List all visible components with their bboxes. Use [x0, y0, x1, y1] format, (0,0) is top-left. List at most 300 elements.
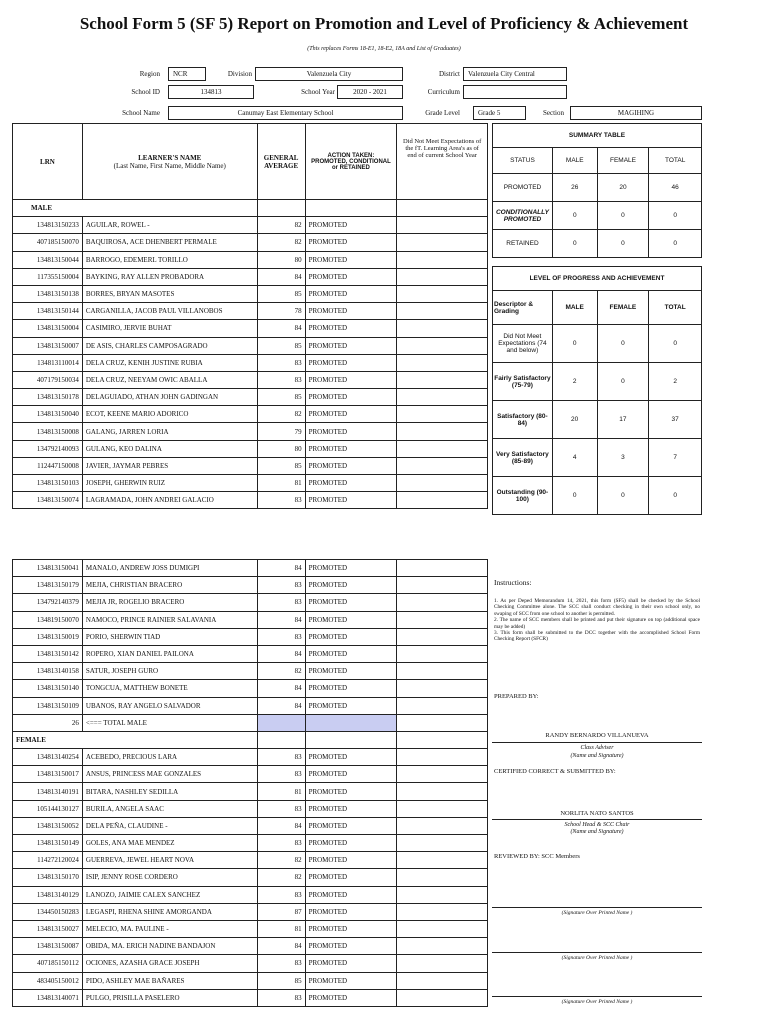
not-met-cell[interactable]: [397, 817, 488, 834]
not-met-cell[interactable]: [397, 972, 488, 989]
general-average-cell: 84: [257, 680, 305, 697]
section-label: Section: [543, 109, 564, 117]
table-row: [13, 955, 488, 972]
not-met-cell[interactable]: [397, 423, 488, 440]
instruction-item: 3. This form shall be submitted to the DCC together with the accomplished School Form Checking Report (SFCR): [494, 630, 700, 643]
summary-total-cell: 0: [649, 230, 702, 258]
action-taken-cell: PROMOTED: [305, 645, 397, 662]
table-row: [13, 835, 488, 852]
learner-name-cell: MELECIO, MA. PAULINE -: [82, 920, 257, 937]
lrn-cell: 134813150170: [13, 869, 83, 886]
lrn-cell: 134813150008: [13, 423, 83, 440]
scc-signature-label-1: (Signature Over Printed Name ): [561, 910, 633, 916]
general-average-cell: 85: [257, 337, 305, 354]
total-male-action: [305, 714, 397, 731]
action-taken-cell: PROMOTED: [305, 371, 397, 388]
learner-name-cell: ROPERO, XIAN DANIEL PAILONA: [82, 645, 257, 662]
action-taken-cell: PROMOTED: [305, 320, 397, 337]
progress-row: [493, 363, 702, 401]
lrn-cell: 134813150074: [13, 492, 83, 509]
lrn-cell: 134813150004: [13, 320, 83, 337]
table-row: [13, 423, 488, 440]
summary-status-cell: CONDITIONALLY PROMOTED: [493, 202, 553, 230]
progress-descriptor-cell: Outstanding (90-100): [493, 477, 553, 515]
learner-name-cell: JOSEPH, GHERWIN RUIZ: [82, 475, 257, 492]
learner-name-cell: OBIDA, MA. ERICH NADINE BANDAJON: [82, 938, 257, 955]
lrn-cell: 134792140093: [13, 440, 83, 457]
total-male-row: [13, 714, 488, 731]
certified-label: CERTIFIED CORRECT & SUBMITTED BY:: [494, 768, 616, 775]
not-met-cell[interactable]: [397, 440, 488, 457]
general-average-cell: 83: [257, 492, 305, 509]
school-id-field[interactable]: 134813: [168, 85, 254, 99]
general-average-cell: 87: [257, 903, 305, 920]
table-row: [13, 938, 488, 955]
male-group-label: MALE: [13, 200, 258, 217]
action-taken-cell: PROMOTED: [305, 783, 397, 800]
summary-head-total: TOTAL: [649, 148, 702, 174]
general-average-cell: 81: [257, 920, 305, 937]
lrn-cell: 134813140191: [13, 783, 83, 800]
table-row: [13, 457, 488, 474]
curriculum-field[interactable]: [463, 85, 567, 99]
lrn-cell: 134813150019: [13, 628, 83, 645]
learner-name-cell: TONGCUA, MATTHEW BONETE: [82, 680, 257, 697]
action-taken-cell: PROMOTED: [305, 972, 397, 989]
general-average-cell: 81: [257, 783, 305, 800]
lrn-cell: 134813150140: [13, 680, 83, 697]
adviser-sub: (Name and Signature): [570, 753, 624, 759]
action-taken-cell: PROMOTED: [305, 440, 397, 457]
not-met-cell[interactable]: [397, 389, 488, 406]
not-met-cell[interactable]: [397, 268, 488, 285]
school-name-field[interactable]: Canumay East Elementary School: [168, 106, 403, 120]
summary-title: SUMMARY TABLE: [493, 124, 702, 148]
lrn-cell: 134792140379: [13, 594, 83, 611]
section-field[interactable]: MAGIHING: [570, 106, 702, 120]
general-average-cell: 83: [257, 886, 305, 903]
learner-name-cell: GUERREVA, JEWEL HEART NOVA: [82, 852, 257, 869]
region-label: Region: [139, 70, 160, 78]
not-met-cell[interactable]: [397, 938, 488, 955]
table-row: [13, 475, 488, 492]
lrn-cell: 134813150138: [13, 285, 83, 302]
summary-status-cell: PROMOTED: [493, 174, 553, 202]
table-row: [13, 354, 488, 371]
table-row: [13, 903, 488, 920]
action-taken-cell: PROMOTED: [305, 406, 397, 423]
general-average-cell: 83: [257, 766, 305, 783]
action-taken-cell: PROMOTED: [305, 817, 397, 834]
division-field[interactable]: Valenzuela City: [255, 67, 403, 81]
table-row: [13, 371, 488, 388]
grade-level-field[interactable]: Grade 5: [473, 106, 526, 120]
not-met-cell[interactable]: [397, 560, 488, 577]
learner-name-cell: BURILA, ANGELA SAAC: [82, 800, 257, 817]
table-row: [13, 989, 488, 1006]
not-met-cell[interactable]: [397, 611, 488, 628]
region-field[interactable]: NCR: [168, 67, 206, 81]
action-taken-cell: PROMOTED: [305, 749, 397, 766]
scc-signature-line-3: [492, 996, 702, 997]
curriculum-label: Curriculum: [427, 88, 460, 96]
learner-name-cell: LANOZO, JAIMIE CALEX SANCHEZ: [82, 886, 257, 903]
progress-head-male: MALE: [552, 291, 597, 325]
not-met-cell[interactable]: [397, 697, 488, 714]
table-row: [13, 628, 488, 645]
not-met-cell[interactable]: [397, 628, 488, 645]
general-average-cell: 83: [257, 594, 305, 611]
not-met-cell[interactable]: [397, 869, 488, 886]
table-row: [13, 680, 488, 697]
progress-row: [493, 325, 702, 363]
general-average-cell: 82: [257, 663, 305, 680]
general-average-cell: 84: [257, 645, 305, 662]
learner-name-cell: CARGANILLA, JACOB PAUL VILLANOBOS: [82, 303, 257, 320]
action-taken-cell: PROMOTED: [305, 577, 397, 594]
division-label: Division: [227, 70, 252, 78]
not-met-cell[interactable]: [397, 663, 488, 680]
table-row: [13, 920, 488, 937]
scc-signature-label-2: (Signature Over Printed Name ): [561, 955, 633, 961]
general-average-cell: 83: [257, 354, 305, 371]
female-group-row: [13, 731, 488, 748]
action-taken-cell: PROMOTED: [305, 697, 397, 714]
table-row: [13, 577, 488, 594]
action-taken-cell: PROMOTED: [305, 234, 397, 251]
progress-title: LEVEL OF PROGRESS AND ACHIEVEMENT: [493, 267, 702, 291]
table-row: [13, 766, 488, 783]
general-average-cell: 84: [257, 817, 305, 834]
progress-male-cell: 4: [552, 439, 597, 477]
lrn-cell: 134813140071: [13, 989, 83, 1006]
action-taken-cell: PROMOTED: [305, 989, 397, 1006]
not-met-cell[interactable]: [397, 594, 488, 611]
general-average-cell: 84: [257, 697, 305, 714]
grade-level-label: Grade Level: [425, 109, 460, 117]
general-average-cell: 82: [257, 852, 305, 869]
lrn-cell: 134450150283: [13, 903, 83, 920]
progress-total-cell: 7: [649, 439, 702, 477]
col-learner-name: [82, 124, 257, 200]
col-learner-name-text: LEARNER'S NAME: [138, 153, 202, 162]
empty-cell: [397, 731, 488, 748]
learner-name-cell: PIDO, ASHLEY MAE BAÑARES: [82, 972, 257, 989]
not-met-cell[interactable]: [397, 492, 488, 509]
progress-descriptor-cell: Did Not Meet Expectations (74 and below): [493, 325, 553, 363]
not-met-cell[interactable]: [397, 285, 488, 302]
action-taken-cell: PROMOTED: [305, 423, 397, 440]
learner-name-cell: NAMOCO, PRINCE RAINIER SALAVANIA: [82, 611, 257, 628]
not-met-cell[interactable]: [397, 835, 488, 852]
not-met-cell[interactable]: [397, 783, 488, 800]
action-taken-cell: PROMOTED: [305, 354, 397, 371]
action-taken-cell: PROMOTED: [305, 337, 397, 354]
action-taken-cell: PROMOTED: [305, 903, 397, 920]
head-sub: (Name and Signature): [570, 829, 624, 835]
learner-name-cell: SATUR, JOSEPH GURO: [82, 663, 257, 680]
action-taken-cell: PROMOTED: [305, 303, 397, 320]
not-met-cell[interactable]: [397, 354, 488, 371]
table-row: [13, 406, 488, 423]
not-met-cell[interactable]: [397, 903, 488, 920]
not-met-cell[interactable]: [397, 217, 488, 234]
action-taken-cell: PROMOTED: [305, 268, 397, 285]
not-met-cell[interactable]: [397, 303, 488, 320]
table-row: [13, 440, 488, 457]
action-taken-cell: PROMOTED: [305, 217, 397, 234]
table-row: [13, 268, 488, 285]
general-average-cell: 81: [257, 475, 305, 492]
lrn-cell: 134813150044: [13, 251, 83, 268]
not-met-cell[interactable]: [397, 920, 488, 937]
progress-head-total: TOTAL: [649, 291, 702, 325]
learner-name-cell: AGUILAR, ROWEL -: [82, 217, 257, 234]
col-action-taken: ACTION TAKEN: PROMOTED, CONDITIONAL or RETAINED: [305, 124, 397, 200]
action-taken-cell: PROMOTED: [305, 938, 397, 955]
action-taken-cell: PROMOTED: [305, 800, 397, 817]
general-average-cell: 82: [257, 234, 305, 251]
not-met-cell[interactable]: [397, 886, 488, 903]
progress-total-cell: 2: [649, 363, 702, 401]
action-taken-cell: PROMOTED: [305, 628, 397, 645]
table-row: [13, 285, 488, 302]
table-row: [13, 886, 488, 903]
instruction-item: 2. The name of SCC members shall be printed and put their signature on top (additional space may be added): [494, 617, 700, 630]
action-taken-cell: PROMOTED: [305, 389, 397, 406]
summary-table: [492, 123, 702, 258]
empty-cell: [257, 731, 305, 748]
learner-name-cell: DELAGUIADO, ATHAN JOHN GADINGAN: [82, 389, 257, 406]
learner-name-cell: GULANG, KEO DALINA: [82, 440, 257, 457]
lrn-cell: 134813150052: [13, 817, 83, 834]
general-average-cell: 85: [257, 457, 305, 474]
progress-total-cell: 0: [649, 325, 702, 363]
learner-name-cell: CASIMIRO, JERVIE BUHAT: [82, 320, 257, 337]
progress-total-cell: 0: [649, 477, 702, 515]
action-taken-cell: PROMOTED: [305, 611, 397, 628]
table-row: [13, 389, 488, 406]
general-average-cell: 83: [257, 628, 305, 645]
action-taken-cell: PROMOTED: [305, 766, 397, 783]
not-met-cell[interactable]: [397, 371, 488, 388]
lrn-cell: 407185150070: [13, 234, 83, 251]
school-year-field[interactable]: 2020 - 2021: [337, 85, 403, 99]
not-met-cell[interactable]: [397, 749, 488, 766]
learner-name-cell: ISIP, JENNY ROSE CORDERO: [82, 869, 257, 886]
learner-name-cell: UBANOS, RAY ANGELO SALVADOR: [82, 697, 257, 714]
summary-row: [493, 230, 702, 258]
summary-head-male: MALE: [552, 148, 597, 174]
general-average-cell: 85: [257, 972, 305, 989]
col-lrn: LRN: [13, 124, 83, 200]
not-met-cell[interactable]: [397, 251, 488, 268]
lrn-cell: 134813110014: [13, 354, 83, 371]
not-met-cell[interactable]: [397, 852, 488, 869]
scc-signature-label-3: (Signature Over Printed Name ): [561, 999, 633, 1005]
general-average-cell: 84: [257, 938, 305, 955]
prepared-by-label: PREPARED BY:: [494, 693, 539, 700]
table-row: [13, 303, 488, 320]
learner-name-cell: GALANG, JARREN LORIA: [82, 423, 257, 440]
adviser-signature-line: [492, 742, 702, 743]
summary-male-cell: 0: [552, 202, 597, 230]
not-met-cell[interactable]: [397, 475, 488, 492]
adviser-role: Class Adviser: [580, 745, 614, 751]
lrn-cell: 112447150008: [13, 457, 83, 474]
general-average-cell: 83: [257, 955, 305, 972]
lrn-cell: 105144130127: [13, 800, 83, 817]
lrn-cell: 134813150149: [13, 835, 83, 852]
district-field[interactable]: Valenzuela City Central: [463, 67, 567, 81]
action-taken-cell: PROMOTED: [305, 457, 397, 474]
table-row: [13, 697, 488, 714]
summary-head-status: STATUS: [493, 148, 553, 174]
learner-name-cell: DELA CRUZ, NEEYAM OWIC ABALLA: [82, 371, 257, 388]
table-row: [13, 337, 488, 354]
scc-signature-line-2: [492, 952, 702, 953]
summary-female-cell: 0: [597, 230, 649, 258]
general-average-cell: 85: [257, 389, 305, 406]
instruction-item: 1. As per Deped Memorandum 14, 2021, this form (SF5) shall be checked by the School Checking Committee alone. The SCC shall conduct checking in their own school only, no swaping of SCC from one school to another is permitted.: [494, 598, 700, 617]
not-met-cell[interactable]: [397, 406, 488, 423]
general-average-cell: 82: [257, 406, 305, 423]
learner-name-cell: DELA PEÑA, CLAUDINE -: [82, 817, 257, 834]
form-subtitle: (This replaces Forms 18-E1, 18-E2, 18A and List of Graduates): [307, 46, 461, 52]
lrn-cell: 407179150034: [13, 371, 83, 388]
learner-name-cell: MEJIA, CHRISTIAN BRACERO: [82, 577, 257, 594]
not-met-cell[interactable]: [397, 680, 488, 697]
not-met-cell[interactable]: [397, 989, 488, 1006]
summary-head-female: FEMALE: [597, 148, 649, 174]
reviewed-label: REVIEWED BY: SCC Members: [494, 853, 580, 860]
lrn-cell: 134813150087: [13, 938, 83, 955]
action-taken-cell: PROMOTED: [305, 955, 397, 972]
lrn-cell: 134813150178: [13, 389, 83, 406]
lrn-cell: 134813150027: [13, 920, 83, 937]
instructions-heading: Instructions:: [494, 578, 532, 587]
not-met-cell[interactable]: [397, 337, 488, 354]
table-row: [13, 611, 488, 628]
learner-name-cell: DE ASIS, CHARLES CAMPOSAGRADO: [82, 337, 257, 354]
not-met-cell[interactable]: [397, 766, 488, 783]
general-average-cell: 83: [257, 371, 305, 388]
not-met-cell[interactable]: [397, 800, 488, 817]
table-row: [13, 972, 488, 989]
not-met-cell[interactable]: [397, 320, 488, 337]
adviser-name: RANDY BERNARDO VILLANUEVA: [545, 732, 649, 739]
school-id-label: School ID: [131, 88, 160, 96]
learner-name-cell: BORRES, BRYAN MASOTES: [82, 285, 257, 302]
total-male-notmet: [397, 714, 488, 731]
lrn-cell: 134813150017: [13, 766, 83, 783]
scc-signature-line-1: [492, 907, 702, 908]
general-average-cell: 80: [257, 440, 305, 457]
progress-female-cell: 17: [597, 401, 649, 439]
action-taken-cell: PROMOTED: [305, 492, 397, 509]
learner-name-cell: ANSUS, PRINCESS MAE GONZALES: [82, 766, 257, 783]
summary-male-cell: 26: [552, 174, 597, 202]
progress-row: [493, 439, 702, 477]
progress-head-female: FEMALE: [597, 291, 649, 325]
not-met-cell[interactable]: [397, 645, 488, 662]
action-taken-cell: PROMOTED: [305, 869, 397, 886]
general-average-cell: 82: [257, 217, 305, 234]
general-average-cell: 78: [257, 303, 305, 320]
summary-female-cell: 0: [597, 202, 649, 230]
action-taken-cell: PROMOTED: [305, 475, 397, 492]
lrn-cell: 407185150112: [13, 955, 83, 972]
table-row: [13, 217, 488, 234]
lrn-cell: 134813150040: [13, 406, 83, 423]
lrn-cell: 134813150144: [13, 303, 83, 320]
progress-female-cell: 0: [597, 477, 649, 515]
total-male-label: <=== TOTAL MALE: [82, 714, 257, 731]
head-name: NORLITA NATO SANTOS: [560, 810, 634, 817]
summary-row: [493, 202, 702, 230]
not-met-cell[interactable]: [397, 234, 488, 251]
action-taken-cell: PROMOTED: [305, 886, 397, 903]
lrn-cell: 134813150233: [13, 217, 83, 234]
not-met-cell[interactable]: [397, 955, 488, 972]
table-row: [13, 852, 488, 869]
lrn-cell: 117355150004: [13, 268, 83, 285]
progress-male-cell: 0: [552, 477, 597, 515]
progress-descriptor-cell: Fairly Satisfactory (75-79): [493, 363, 553, 401]
summary-female-cell: 20: [597, 174, 649, 202]
table-row: [13, 817, 488, 834]
progress-female-cell: 3: [597, 439, 649, 477]
general-average-cell: 83: [257, 577, 305, 594]
lrn-cell: 134813150041: [13, 560, 83, 577]
empty-cell: [305, 731, 397, 748]
progress-table: [492, 266, 702, 515]
col-not-met: Did Not Meet Expectations of the fT. Learning Area's as of end of current School Year: [397, 124, 488, 200]
learner-name-cell: PULGO, PRISILLA PASELERO: [82, 989, 257, 1006]
action-taken-cell: PROMOTED: [305, 663, 397, 680]
progress-male-cell: 0: [552, 325, 597, 363]
action-taken-cell: PROMOTED: [305, 835, 397, 852]
lrn-cell: 483405150012: [13, 972, 83, 989]
head-signature-line: [492, 819, 702, 820]
summary-total-cell: 0: [649, 202, 702, 230]
learner-name-cell: BAQUIROSA, ACE DHENBERT PERMALE: [82, 234, 257, 251]
school-name-label: School Name: [122, 109, 160, 117]
progress-male-cell: 20: [552, 401, 597, 439]
general-average-cell: 83: [257, 835, 305, 852]
learners-table-page1: [12, 123, 488, 509]
table-row: [13, 645, 488, 662]
lrn-cell: 114272120024: [13, 852, 83, 869]
not-met-cell[interactable]: [397, 577, 488, 594]
learner-name-cell: PORIO, SHERWIN TIAD: [82, 628, 257, 645]
general-average-cell: 83: [257, 749, 305, 766]
total-male-avg: [257, 714, 305, 731]
col-learner-name-sub: (Last Name, First Name, Middle Name): [113, 161, 226, 170]
progress-row: [493, 401, 702, 439]
not-met-cell[interactable]: [397, 457, 488, 474]
total-male-count: 26: [13, 714, 83, 731]
learner-name-cell: JAVIER, JAYMAR PEBRES: [82, 457, 257, 474]
general-average-cell: 84: [257, 320, 305, 337]
general-average-cell: 84: [257, 268, 305, 285]
learner-name-cell: ECOT, KEENE MARIO ADORICO: [82, 406, 257, 423]
general-average-cell: 84: [257, 560, 305, 577]
general-average-cell: 84: [257, 611, 305, 628]
table-row: [13, 800, 488, 817]
action-taken-cell: PROMOTED: [305, 680, 397, 697]
table-row: [13, 783, 488, 800]
